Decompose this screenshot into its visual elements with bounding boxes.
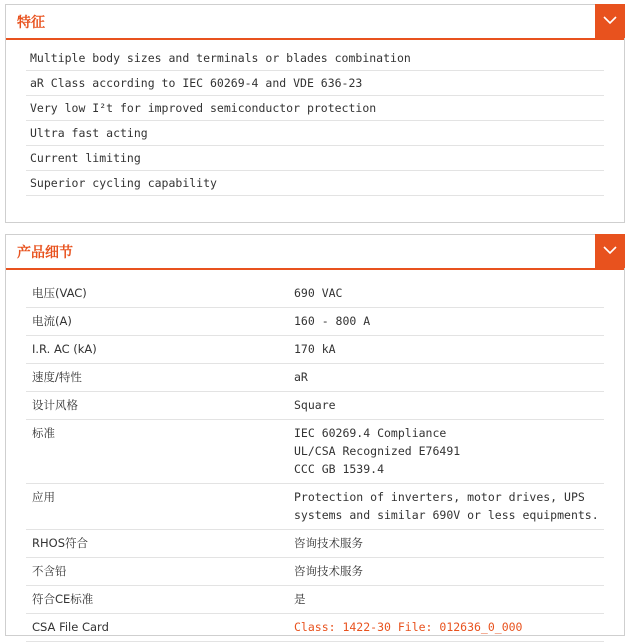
spec-key: 电流(A) (32, 314, 72, 328)
spec-row (26, 420, 604, 484)
feature-item: Ultra fast acting (26, 121, 604, 146)
spec-value (294, 590, 604, 608)
spec-key: I.R. AC (kA) (32, 342, 97, 356)
spec-row (26, 484, 604, 530)
spec-value-line: aR (294, 370, 308, 384)
spec-value-line: 咨询技术服务 (294, 564, 363, 578)
feature-item: Multiple body sizes and terminals or blades combination (26, 46, 604, 71)
feature-item: aR Class according to IEC 60269-4 and VDE 636-23 (26, 71, 604, 96)
spec-row (26, 530, 604, 558)
spec-value (294, 284, 604, 302)
spec-value-line: 160 - 800 A (294, 314, 371, 328)
details-panel (5, 234, 625, 636)
spec-key: 设计风格 (32, 398, 78, 412)
spec-value (294, 488, 604, 524)
spec-row (26, 392, 604, 420)
spec-value (294, 424, 604, 478)
spec-value (294, 396, 604, 414)
details-table (6, 270, 624, 642)
spec-value-line: 是 (294, 592, 306, 606)
spec-value (294, 618, 604, 636)
spec-row (26, 336, 604, 364)
spec-key: 符合CE标准 (32, 592, 94, 606)
feature-item: Very low I²t for improved semiconductor protection (26, 96, 604, 121)
details-toggle-button[interactable] (595, 234, 625, 268)
spec-key: 不含铅 (32, 564, 67, 578)
spec-value-line: 170 kA (294, 342, 336, 356)
features-panel (5, 4, 625, 223)
spec-row (26, 280, 604, 308)
chevron-down-icon (603, 16, 617, 25)
features-list (6, 40, 624, 196)
spec-value (294, 534, 604, 552)
chevron-down-icon (603, 246, 617, 255)
spec-value-line: IEC 60269.4 Compliance (294, 426, 447, 440)
details-header[interactable] (6, 235, 624, 270)
spec-key: 标准 (32, 426, 55, 440)
spec-value (294, 312, 604, 330)
features-toggle-button[interactable] (595, 4, 625, 38)
spec-value-line: UL/CSA Recognized E76491 (294, 444, 461, 458)
spec-key: RHOS符合 (32, 536, 88, 550)
spec-row (26, 614, 604, 642)
spec-key: 电压(VAC) (32, 286, 87, 300)
spec-key: 速度/特性 (32, 370, 82, 384)
spec-value-line: CCC GB 1539.4 (294, 462, 385, 476)
spec-value-line: systems and similar 690V or less equipments. (294, 508, 599, 522)
spec-row (26, 586, 604, 614)
spec-key: CSA File Card (32, 620, 109, 634)
spec-key: 应用 (32, 490, 55, 504)
spec-value (294, 340, 604, 358)
spec-value-line: Square (294, 398, 336, 412)
csa-file-card-link[interactable]: Class: 1422-30 File: 012636_0_000 (294, 620, 523, 634)
features-title: 特征 (17, 15, 45, 31)
spec-row (26, 558, 604, 586)
spec-value (294, 562, 604, 580)
spec-row (26, 308, 604, 336)
spec-value (294, 368, 604, 386)
features-header[interactable] (6, 5, 624, 40)
feature-item: Current limiting (26, 146, 604, 171)
feature-item: Superior cycling capability (26, 171, 604, 196)
spec-value-line: Protection of inverters, motor drives, UPS (294, 490, 585, 504)
details-title: 产品细节 (17, 245, 73, 261)
spec-value-line: 690 VAC (294, 286, 343, 300)
spec-row (26, 364, 604, 392)
spec-value-line: 咨询技术服务 (294, 536, 363, 550)
